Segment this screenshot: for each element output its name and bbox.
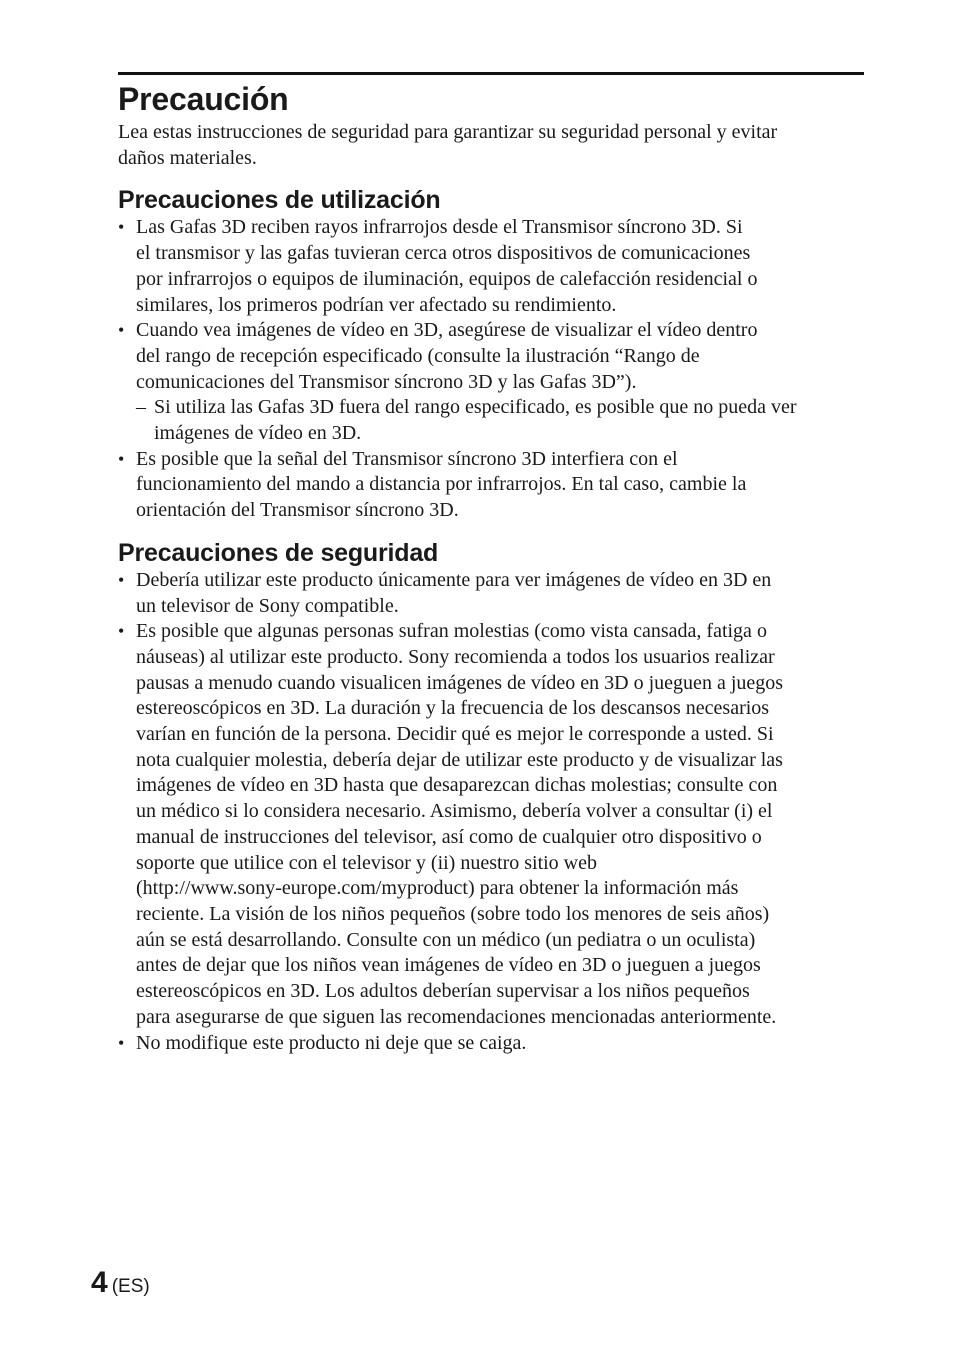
text-line: nota cualquier molestia, debería dejar de utilizar este producto y de visualizar las — [136, 748, 783, 771]
text-line: el transmisor y las gafas tuvieran cerca otros dispositivos de comunicaciones — [136, 242, 751, 265]
text-line: reciente. La visión de los niños pequeños (sobre todo los menores de seis años) — [136, 902, 770, 925]
text-line: soporte que utilice con el televisor y (ii) nuestro sitio web — [136, 851, 597, 874]
list-item — [118, 447, 864, 524]
text-line: un médico si lo considera necesario. Asimismo, debería volver a consultar (i) el — [136, 800, 773, 823]
top-rule — [118, 72, 864, 75]
text-line: por infrarrojos o equipos de iluminación, equipos de calefacción residencial o — [136, 267, 758, 290]
text-line: del rango de recepción especificado (consulte la ilustración “Rango de — [136, 344, 700, 367]
bullet-icon: • — [118, 569, 125, 590]
intro-line: daños materiales. — [118, 146, 257, 169]
bullet-icon: • — [118, 448, 125, 469]
text-line: imágenes de vídeo en 3D. — [154, 422, 362, 445]
bullet-icon: • — [118, 320, 125, 341]
intro-paragraph — [118, 120, 864, 171]
text-line: imágenes de vídeo en 3D hasta que desaparezcan dichas molestias; consulte con — [136, 774, 778, 797]
list-item — [118, 568, 864, 619]
text-line: comunicaciones del Transmisor síncrono 3D y las Gafas 3D”). — [136, 370, 637, 393]
text-line: Debería utilizar este producto únicamente para ver imágenes de vídeo en 3D en — [136, 568, 772, 591]
text-line: Si utiliza las Gafas 3D fuera del rango especificado, es posible que no pueda ver — [154, 396, 797, 419]
page-footer — [91, 1266, 150, 1300]
bullet-icon: • — [118, 217, 125, 238]
text-line: Cuando vea imágenes de vídeo en 3D, asegúrese de visualizar el vídeo dentro — [136, 319, 758, 342]
text-line: Las Gafas 3D reciben rayos infrarrojos desde el Transmisor síncrono 3D. Si — [136, 216, 743, 239]
usage-precautions-list — [118, 215, 864, 523]
section-heading-safety: Precauciones de seguridad — [118, 538, 439, 567]
page-number: 4 — [91, 1266, 108, 1299]
intro-line: Lea estas instrucciones de seguridad para garantizar su seguridad personal y evitar — [118, 121, 778, 143]
language-code: (ES) — [111, 1276, 150, 1297]
text-line: Es posible que algunas personas sufran molestias (como vista cansada, fatiga o — [136, 620, 767, 643]
dash-icon: – — [136, 396, 146, 419]
list-item — [118, 215, 864, 318]
text-line: pausas a menudo cuando visualicen imágenes de vídeo en 3D o jueguen a juegos — [136, 671, 784, 694]
safety-precautions-list — [118, 568, 864, 1056]
text-line: Es posible que la señal del Transmisor síncrono 3D interfiera con el — [136, 447, 678, 470]
list-item — [118, 619, 864, 1030]
document-body — [118, 72, 864, 1056]
text-line: estereoscópicos en 3D. La duración y la frecuencia de los descansos necesarios — [136, 697, 770, 720]
list-item — [118, 318, 864, 447]
bullet-icon: • — [118, 621, 125, 642]
text-line: orientación del Transmisor síncrono 3D. — [136, 499, 459, 522]
text-line: náuseas) al utilizar este producto. Sony recomienda a todos los usuarios realizar — [136, 645, 775, 668]
list-item — [118, 1031, 864, 1057]
text-line: antes de dejar que los niños vean imágenes de vídeo en 3D o jueguen a juegos — [136, 954, 761, 977]
text-line: similares, los primeros podrían ver afectado su rendimiento. — [136, 293, 617, 316]
url-line: (http://www.sony-europe.com/myproduct) para obtener la información más — [136, 877, 739, 900]
text-line: aún se está desarrollando. Consulte con un médico (un pediatra o un oculista) — [136, 928, 756, 951]
section-heading-usage: Precauciones de utilización — [118, 186, 441, 215]
text-line: un televisor de Sony compatible. — [136, 594, 399, 617]
text-line: para asegurarse de que siguen las recomendaciones mencionadas anteriormente. — [136, 1005, 777, 1028]
text-line: varían en función de la persona. Decidir qué es mejor le corresponde a usted. Si — [136, 723, 774, 746]
page-title: Precaución — [118, 81, 289, 117]
text-line: manual de instrucciones del televisor, así como de cualquier otro dispositivo o — [136, 825, 762, 848]
sub-item — [136, 395, 864, 446]
text-line: No modifique este producto ni deje que se caiga. — [136, 1031, 527, 1054]
text-line: funcionamiento del mando a distancia por infrarrojos. En tal caso, cambie la — [136, 473, 747, 496]
bullet-icon: • — [118, 1032, 125, 1053]
text-line: estereoscópicos en 3D. Los adultos deberían supervisar a los niños pequeños — [136, 980, 750, 1003]
